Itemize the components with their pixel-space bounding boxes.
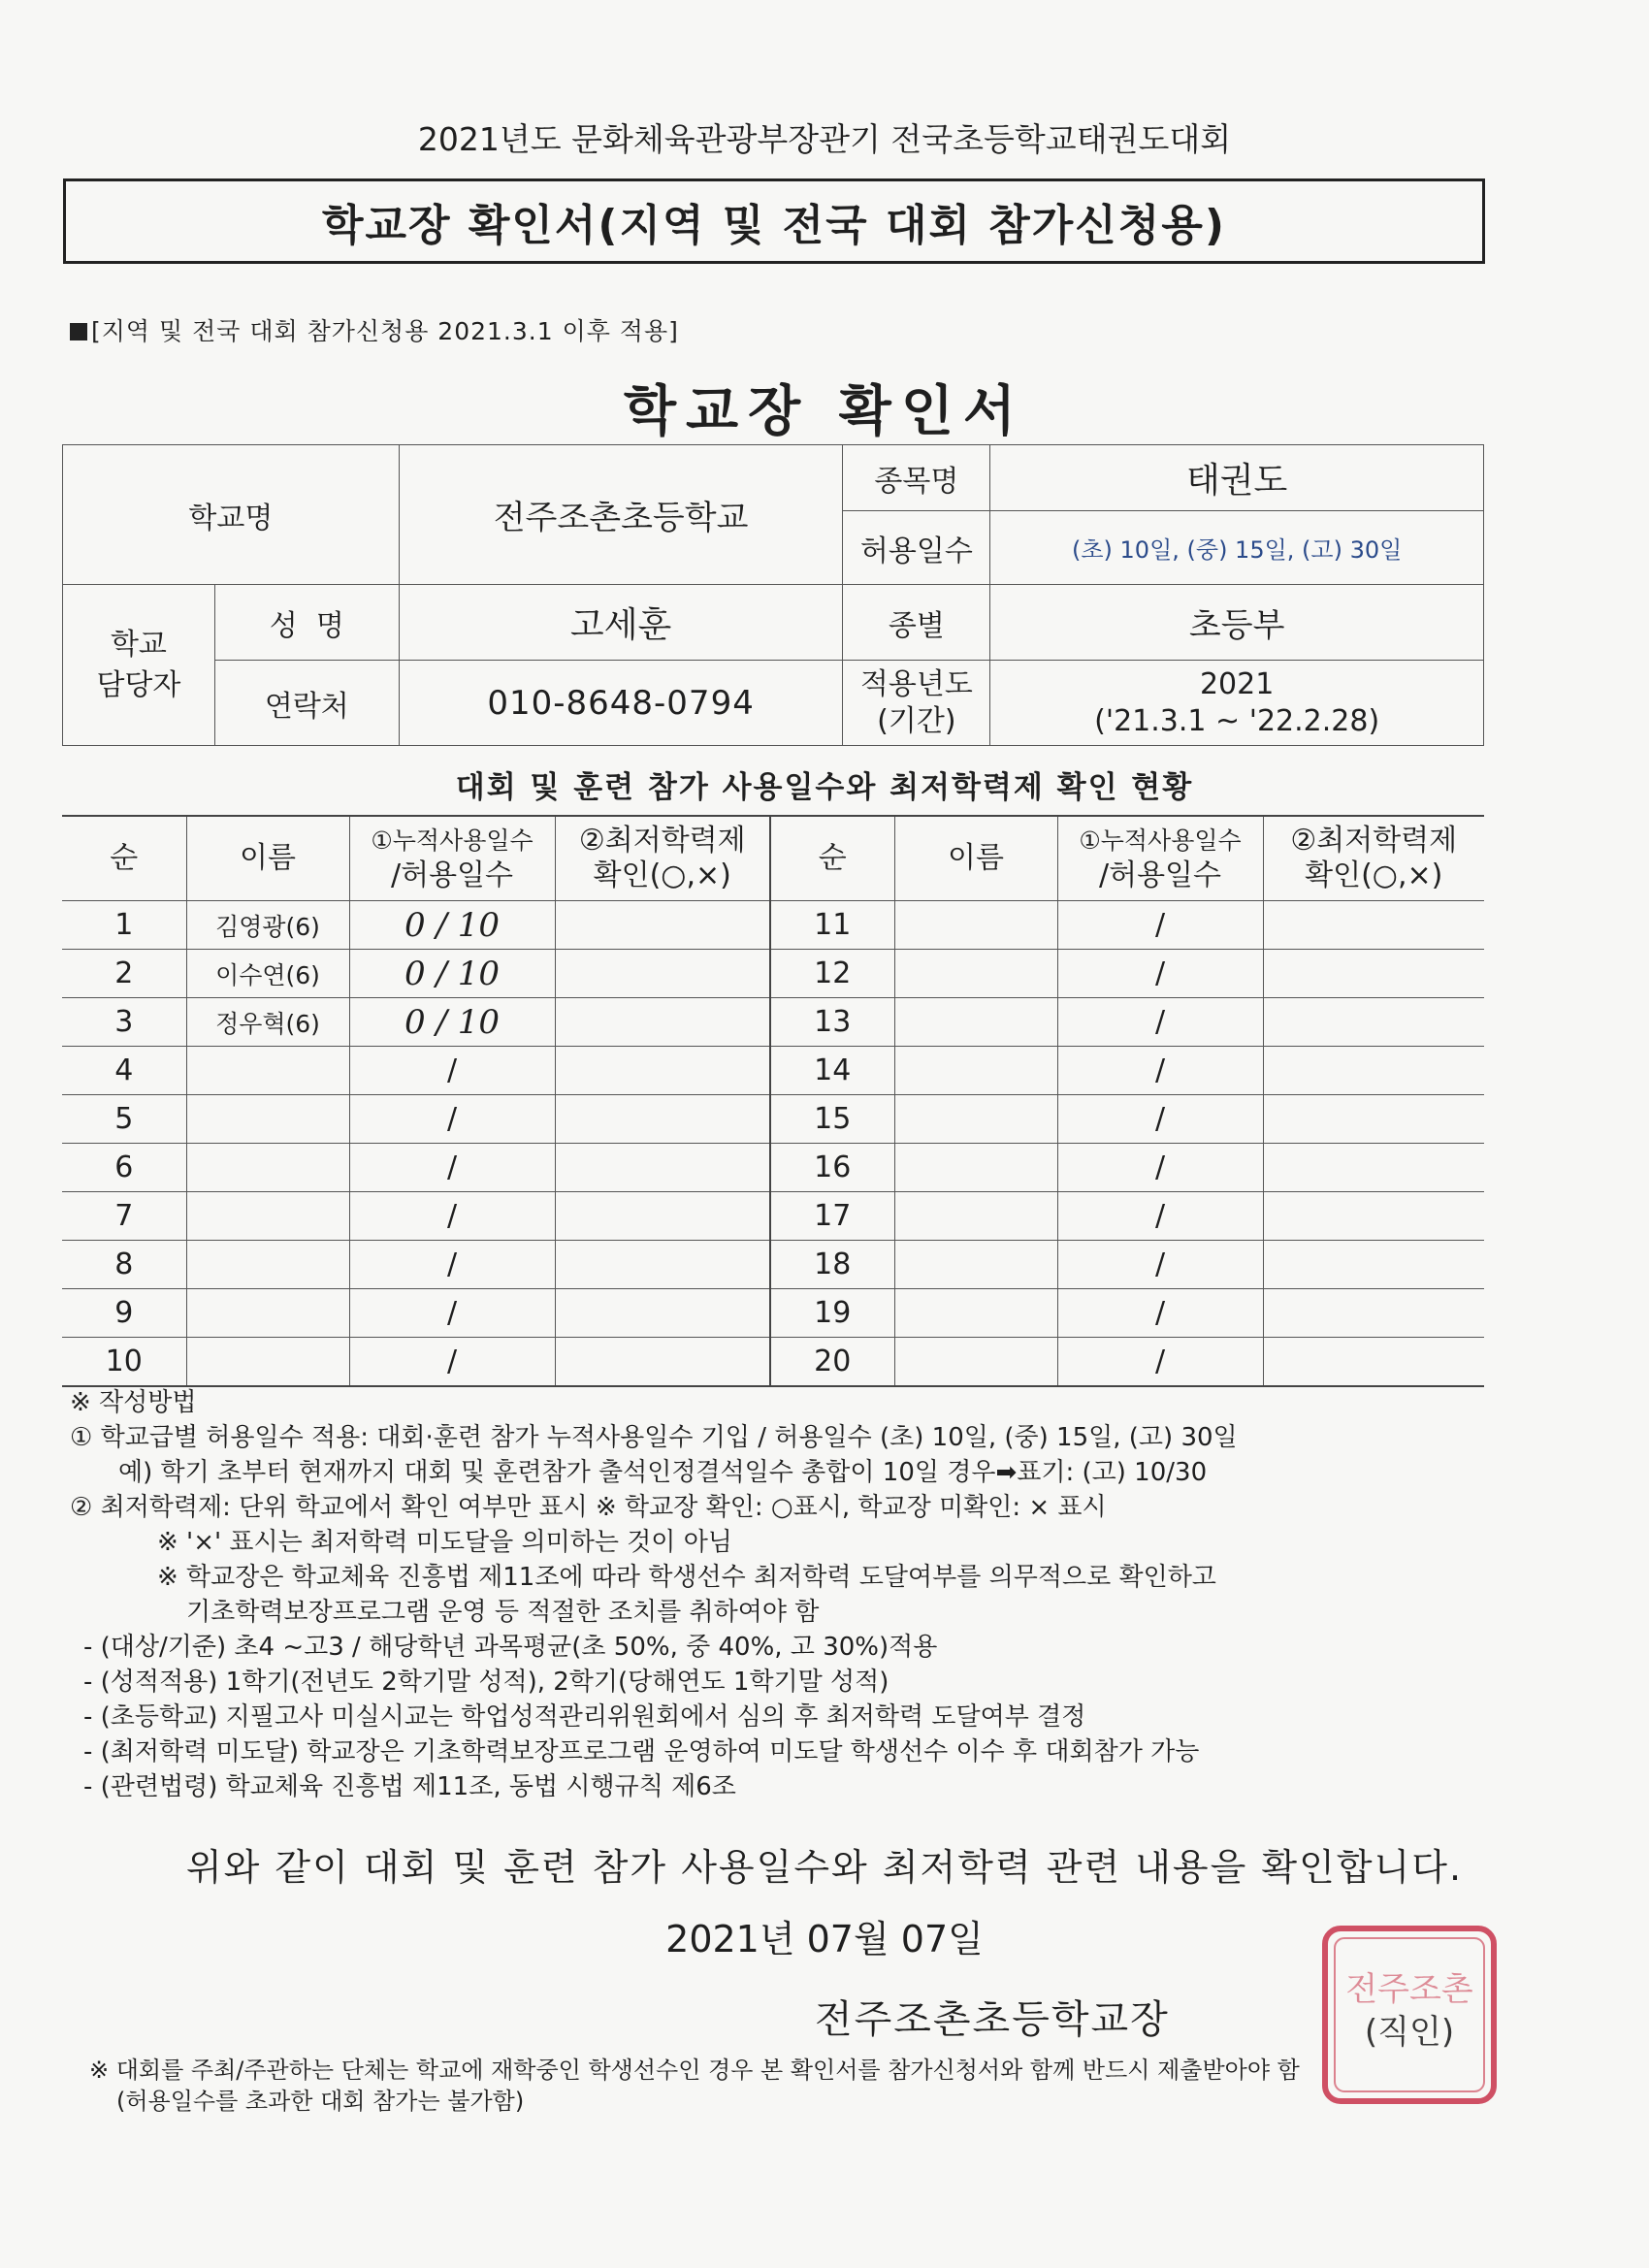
row-number: 20 <box>770 1338 894 1387</box>
instructions-line-1: ① 학교급별 허용일수 적용: 대회·훈련 참가 누적사용일수 기입 / 허용일수 (초) 10일, (중) 15일, (고) 30일 <box>70 1423 1238 1452</box>
row-number: 8 <box>62 1241 186 1289</box>
instructions-line-10: - (최저학력 미도달) 학교장은 기초학력보장프로그램 운영하여 미도달 학생선수 이수 후 대회참가 가능 <box>83 1737 1200 1766</box>
division-label: 종별 <box>843 585 990 661</box>
allowed-days-label: 허용일수 <box>843 511 990 585</box>
school-name-label: 학교명 <box>63 445 400 585</box>
division-value: 초등부 <box>990 585 1484 661</box>
row-number: 2 <box>62 950 186 998</box>
table-row <box>62 998 1484 1047</box>
student-name: 김영광(6) <box>186 901 349 950</box>
svg-text:(직인): (직인) <box>1364 2013 1455 2052</box>
svg-text:전주조촌: 전주조촌 <box>1345 1970 1473 2009</box>
row-number: 11 <box>770 901 894 950</box>
row-number: 13 <box>770 998 894 1047</box>
student-name <box>894 998 1057 1047</box>
contact-label: 연락처 <box>214 661 399 746</box>
manager-name-label: 성 명 <box>214 585 399 661</box>
achievement-check <box>1263 1095 1484 1144</box>
year-label-line1: 적용년도 <box>859 666 973 701</box>
row-number: 12 <box>770 950 894 998</box>
row-number: 7 <box>62 1192 186 1241</box>
student-name: 정우혁(6) <box>186 998 349 1047</box>
student-name <box>894 901 1057 950</box>
manager-label-line1: 학교 <box>110 627 167 662</box>
student-name <box>186 1047 349 1095</box>
instructions-line-6: 기초학력보장프로그램 운영 등 적절한 조치를 취하여야 함 <box>186 1598 820 1627</box>
instructions-line-4: ※ '×' 표시는 최저학력 미도달을 의미하는 것이 아님 <box>157 1528 732 1557</box>
apply-note-text: [지역 및 전국 대회 참가신청용 2021.3.1 이후 적용] <box>91 317 679 345</box>
table-row <box>62 1192 1484 1241</box>
achievement-check <box>555 1047 770 1095</box>
table-row <box>62 1338 1484 1387</box>
row-number: 18 <box>770 1241 894 1289</box>
instructions-line-2: 예) 학기 초부터 현재까지 대회 및 훈련참가 출석인정결석일수 총합이 10일 경우➡표기: (고) 10/30 <box>118 1458 1208 1487</box>
allowed-days-value: (초) 10일, (중) 15일, (고) 30일 <box>990 511 1484 585</box>
instructions-line-9: - (초등학교) 지필고사 미실시교는 학업성적관리위원회에서 심의 후 최저학력 도달여부 결정 <box>83 1702 1086 1732</box>
student-name <box>894 1144 1057 1192</box>
table-row <box>62 1241 1484 1289</box>
header-no: 순 <box>62 816 186 901</box>
student-name <box>894 1338 1057 1387</box>
header-no-right: 순 <box>770 816 894 901</box>
form-title: 학교장 확인서(지역 및 전국 대회 참가신청용) <box>322 201 1226 250</box>
student-name <box>186 1144 349 1192</box>
student-name <box>894 950 1057 998</box>
achievement-check <box>555 901 770 950</box>
days-used: / <box>349 1192 555 1241</box>
table-header-row <box>62 816 1484 901</box>
manager-label-line2: 담당자 <box>96 667 181 702</box>
achievement-check <box>1263 998 1484 1047</box>
document-date: 2021년 07월 07일 <box>665 1918 984 1960</box>
instructions-line-11: - (관련법령) 학교체육 진흥법 제11조, 동법 시행규칙 제6조 <box>83 1772 736 1801</box>
student-name: 이수연(6) <box>186 950 349 998</box>
student-name <box>894 1241 1057 1289</box>
days-used: / <box>1057 998 1263 1047</box>
row-number: 9 <box>62 1289 186 1338</box>
achievement-check <box>1263 1338 1484 1387</box>
confirmation-statement: 위와 같이 대회 및 훈련 참가 사용일수와 최저학력 관련 내용을 확인합니다. <box>185 1846 1464 1889</box>
header-days-line1: ①누적사용일수 <box>371 826 534 855</box>
footer-note-1: ※ 대회를 주최/주관하는 단체는 학교에 재학중인 학생선수인 경우 본 확인서를 참가신청서와 함께 반드시 제출받아야 함 <box>89 2057 1300 2084</box>
days-used: / <box>349 1241 555 1289</box>
section-title: 대회 및 훈련 참가 사용일수와 최저학력제 확인 현황 <box>455 770 1194 805</box>
header-name-right: 이름 <box>894 816 1057 901</box>
instructions-line-3: ② 최저학력제: 단위 학교에서 확인 여부만 표시 ※ 학교장 확인: ○표시, 학교장 미확인: × 표시 <box>70 1493 1107 1522</box>
header-days-right-line2: /허용일수 <box>1098 859 1222 892</box>
days-used: / <box>1057 1095 1263 1144</box>
header-check-line2: 확인(○,×) <box>593 859 731 892</box>
student-name <box>894 1192 1057 1241</box>
days-used: 0 / 10 <box>349 950 555 998</box>
days-used: 0 / 10 <box>349 901 555 950</box>
achievement-check <box>1263 1241 1484 1289</box>
year-value-line2: ('21.3.1 ~ '22.2.28) <box>1094 703 1380 738</box>
apply-note <box>70 312 679 347</box>
header-check-right-line2: 확인(○,×) <box>1305 859 1443 892</box>
student-name <box>186 1192 349 1241</box>
table-row <box>62 1047 1484 1095</box>
achievement-check <box>555 1338 770 1387</box>
competition-title: 2021년도 문화체육관광부장관기 전국초등학교태권도대회 <box>417 120 1232 158</box>
achievement-check <box>555 1241 770 1289</box>
achievement-check <box>555 1095 770 1144</box>
header-days-right-line1: ①누적사용일수 <box>1079 826 1242 855</box>
manager-name-value: 고세훈 <box>399 585 843 661</box>
achievement-check <box>555 1144 770 1192</box>
days-used: / <box>1057 1047 1263 1095</box>
days-used: / <box>349 1144 555 1192</box>
header-name: 이름 <box>186 816 349 901</box>
header-days <box>349 816 555 901</box>
header-check-right <box>1263 816 1484 901</box>
table-row <box>62 1144 1484 1192</box>
days-used: / <box>1057 1241 1263 1289</box>
table-row <box>62 1289 1484 1338</box>
row-number: 6 <box>62 1144 186 1192</box>
instructions-line-8: - (성적적용) 1학기(전년도 2학기말 성적), 2학기(당해연도 1학기말 성적) <box>83 1668 889 1697</box>
student-name <box>186 1241 349 1289</box>
student-name <box>186 1338 349 1387</box>
school-info-table <box>62 444 1484 746</box>
student-name <box>186 1095 349 1144</box>
days-used: / <box>1057 1289 1263 1338</box>
form-title-box <box>63 178 1485 264</box>
header-check-line1: ②최저학력제 <box>578 824 746 858</box>
header-check <box>555 816 770 901</box>
days-used: / <box>1057 950 1263 998</box>
days-used: / <box>349 1338 555 1387</box>
row-number: 5 <box>62 1095 186 1144</box>
row-number: 15 <box>770 1095 894 1144</box>
row-number: 4 <box>62 1047 186 1095</box>
instructions-line-7: - (대상/기준) 초4 ~고3 / 해당학년 과목평균(초 50%, 중 40%, 고 30%)적용 <box>83 1633 938 1662</box>
header-days-line2: /허용일수 <box>390 859 514 892</box>
days-used: / <box>1057 1338 1263 1387</box>
achievement-check <box>1263 950 1484 998</box>
table-row <box>62 950 1484 998</box>
square-bullet-icon <box>70 323 87 340</box>
row-number: 10 <box>62 1338 186 1387</box>
achievement-check <box>1263 1144 1484 1192</box>
achievement-check <box>555 998 770 1047</box>
row-number: 14 <box>770 1047 894 1095</box>
manager-label <box>63 585 215 746</box>
principal-signature: 전주조촌초등학교장 <box>815 1997 1170 2042</box>
row-number: 16 <box>770 1144 894 1192</box>
footer-note-2: (허용일수를 초과한 대회 참가는 불가함) <box>116 2088 525 2115</box>
row-number: 19 <box>770 1289 894 1338</box>
achievement-check <box>555 1192 770 1241</box>
instructions-line-5: ※ 학교장은 학교체육 진흥법 제11조에 따라 학생선수 최저학력 도달여부를 의무적으로 확인하고 <box>157 1563 1216 1592</box>
achievement-check <box>1263 1192 1484 1241</box>
instructions-heading: ※ 작성방법 <box>70 1388 197 1417</box>
days-used: / <box>1057 901 1263 950</box>
table-row <box>62 901 1484 950</box>
header-days-right <box>1057 816 1263 901</box>
contact-value: 010-8648-0794 <box>399 661 843 746</box>
days-used: / <box>1057 1144 1263 1192</box>
document-title: 학교장 확인서 <box>623 380 1026 443</box>
student-name <box>186 1289 349 1338</box>
achievement-check <box>1263 901 1484 950</box>
year-label-line2: (기간) <box>877 703 956 738</box>
official-seal-icon <box>1319 1923 1500 2107</box>
instructions <box>70 1385 1486 1804</box>
days-used: / <box>349 1095 555 1144</box>
participant-table <box>62 815 1484 1387</box>
year-value-line1: 2021 <box>1199 666 1275 701</box>
days-used: 0 / 10 <box>349 998 555 1047</box>
row-number: 1 <box>62 901 186 950</box>
days-used: / <box>349 1047 555 1095</box>
school-name-value: 전주조촌초등학교 <box>399 445 843 585</box>
header-check-right-line1: ②최저학력제 <box>1290 824 1458 858</box>
achievement-check <box>1263 1047 1484 1095</box>
year-value <box>990 661 1484 746</box>
days-used: / <box>1057 1192 1263 1241</box>
student-name <box>894 1047 1057 1095</box>
achievement-check <box>555 1289 770 1338</box>
event-value: 태권도 <box>990 445 1484 511</box>
event-label: 종목명 <box>843 445 990 511</box>
student-name <box>894 1095 1057 1144</box>
student-name <box>894 1289 1057 1338</box>
row-number: 3 <box>62 998 186 1047</box>
achievement-check <box>1263 1289 1484 1338</box>
year-label <box>843 661 990 746</box>
achievement-check <box>555 950 770 998</box>
days-used: / <box>349 1289 555 1338</box>
row-number: 17 <box>770 1192 894 1241</box>
table-row <box>62 1095 1484 1144</box>
